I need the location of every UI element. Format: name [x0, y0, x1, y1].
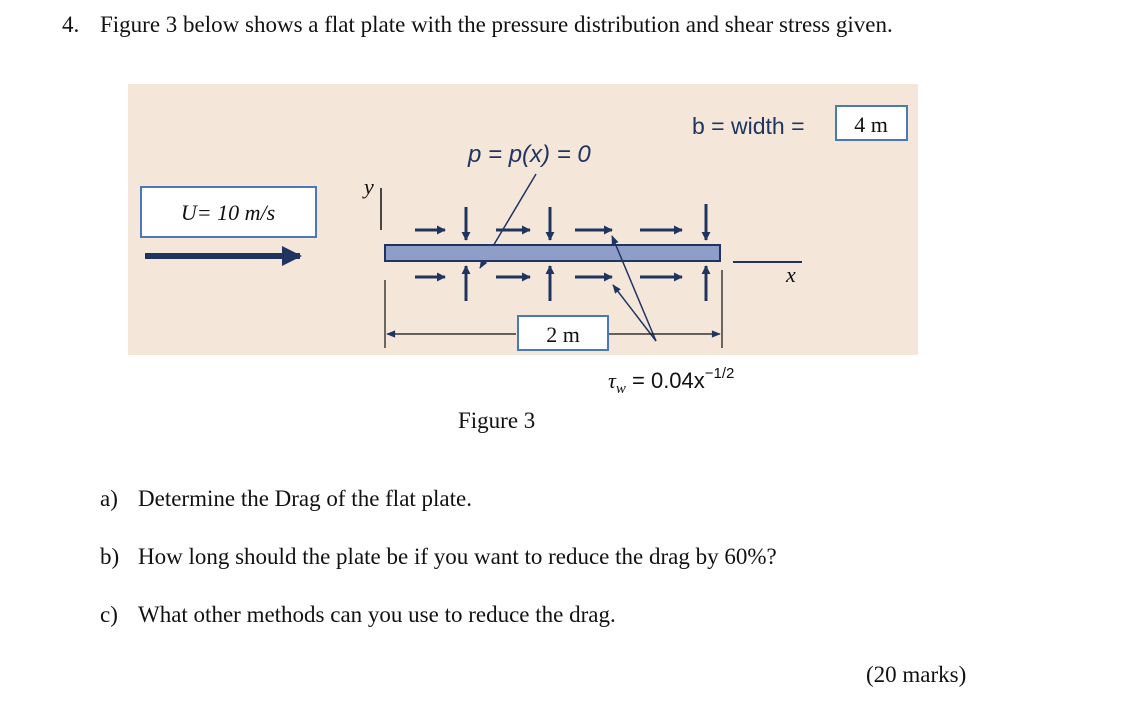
part-a: [100, 486, 472, 512]
pressure-label: p = p(x) = 0: [468, 141, 591, 168]
part-b: [100, 544, 777, 570]
width-value: 4 m: [854, 112, 888, 137]
part-a-label: a): [100, 486, 118, 511]
x-axis-label: x: [786, 262, 796, 287]
y-axis-label: y: [364, 174, 374, 199]
marks: (20 marks): [866, 662, 967, 687]
question-number: 4.: [62, 12, 80, 37]
part-c: [100, 602, 616, 628]
velocity-label: U= 10 m/s: [180, 200, 276, 225]
flat-plate: [385, 245, 720, 261]
part-a-text: Determine the Drag of the flat plate.: [138, 486, 472, 511]
question-text: Figure 3 below shows a flat plate with the pressure distribution and shear stress given.: [100, 12, 893, 37]
part-c-text: What other methods can you use to reduce the drag.: [138, 602, 616, 627]
part-b-label: b): [100, 544, 120, 569]
length-label: 2 m: [546, 322, 580, 347]
figure-caption: Figure 3: [458, 408, 536, 433]
part-c-label: c): [100, 602, 118, 627]
width-label: b = width =: [692, 113, 805, 139]
shear-formula: $\tau_w = 0.04x^{-1/2}$: [608, 365, 735, 397]
part-b-text: How long should the plate be if you want to reduce the drag by 60%?: [138, 544, 777, 569]
